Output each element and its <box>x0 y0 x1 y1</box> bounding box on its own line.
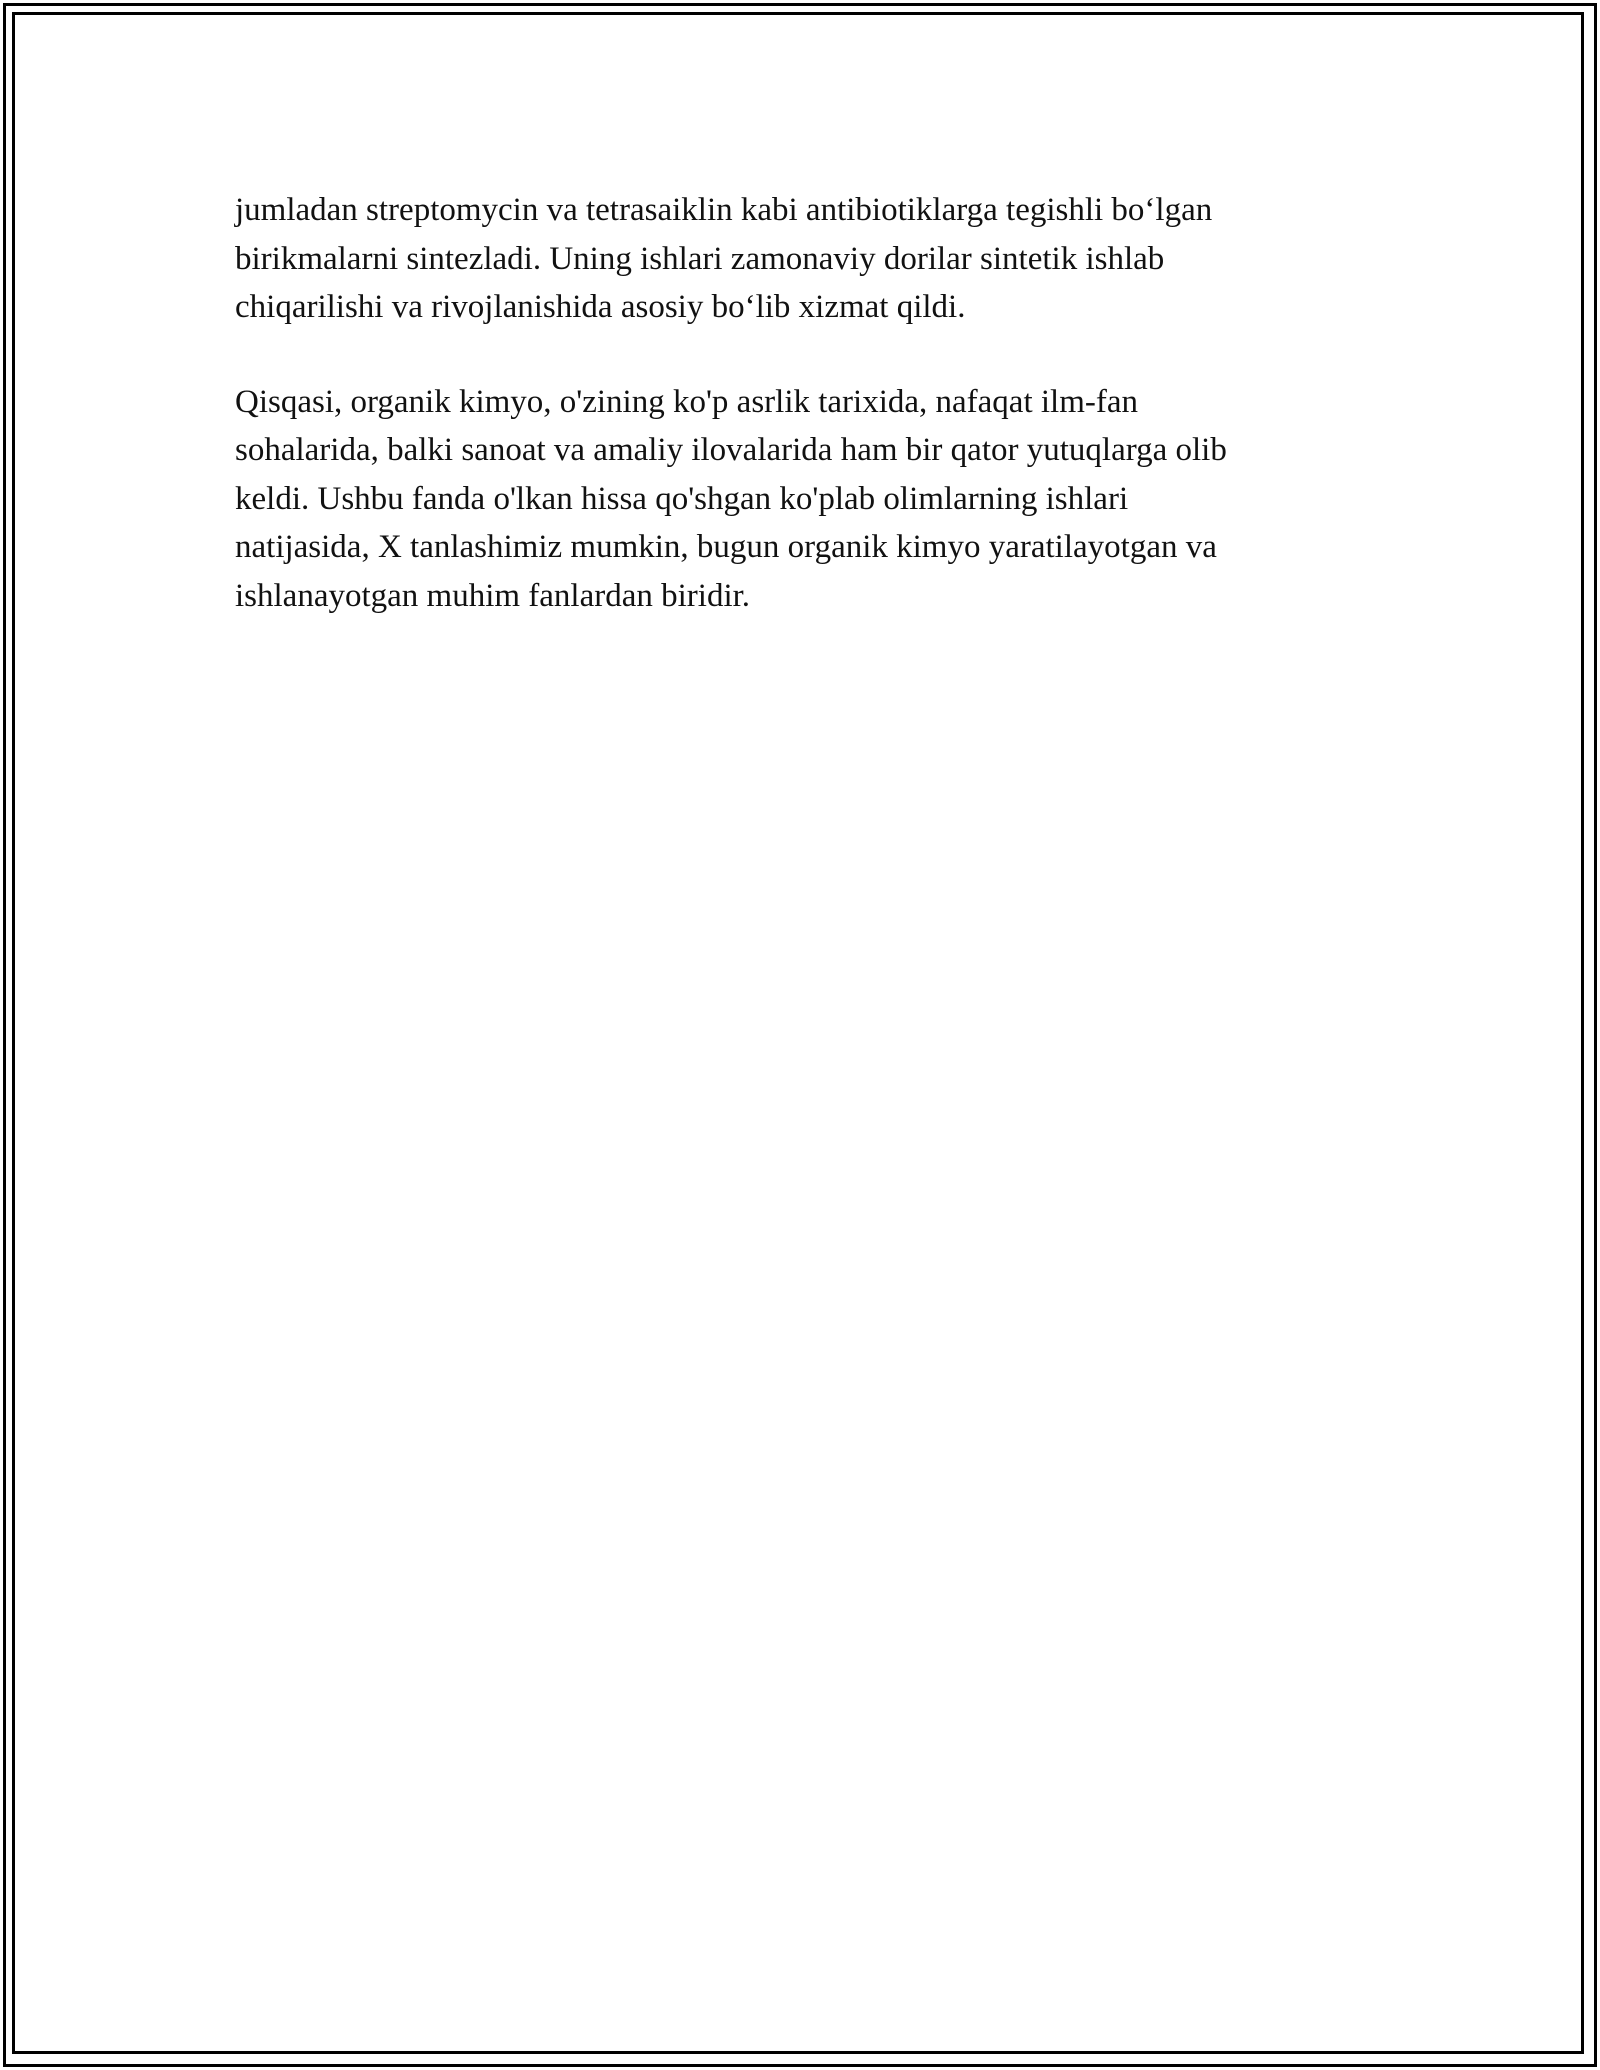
text-line: keldi. Ushbu fanda o'lkan hissa qo'shgan ko'plab olimlarning ishlari <box>235 480 1129 517</box>
text-line: ishlanayotgan muhim fanlardan biridir. <box>235 577 751 614</box>
text-line: chiqarilishi va rivojlanishida asosiy bo‘lib xizmat qildi. <box>235 289 966 325</box>
document-body <box>235 186 1365 620</box>
text-line: natijasida, X tanlashimiz mumkin, bugun organik kimyo yaratilayotgan va <box>235 529 1217 565</box>
text-line: birikmalarni sintezladi. Uning ishlari zamonaviy dorilar sintetik ishlab <box>235 240 1165 277</box>
paragraph-2 <box>235 378 1365 621</box>
text-line: Qisqasi, organik kimyo, o'zining ko'p asrlik tarixida, nafaqat ilm-fan <box>235 383 1139 420</box>
text-line: jumladan streptomycin va tetrasaiklin kabi antibiotiklarga tegishli bo‘lgan <box>235 192 1213 228</box>
text-line: sohalarida, balki sanoat va amaliy ilovalarida ham bir qator yutuqlarga olib <box>235 432 1227 468</box>
paragraph-1 <box>235 186 1365 332</box>
